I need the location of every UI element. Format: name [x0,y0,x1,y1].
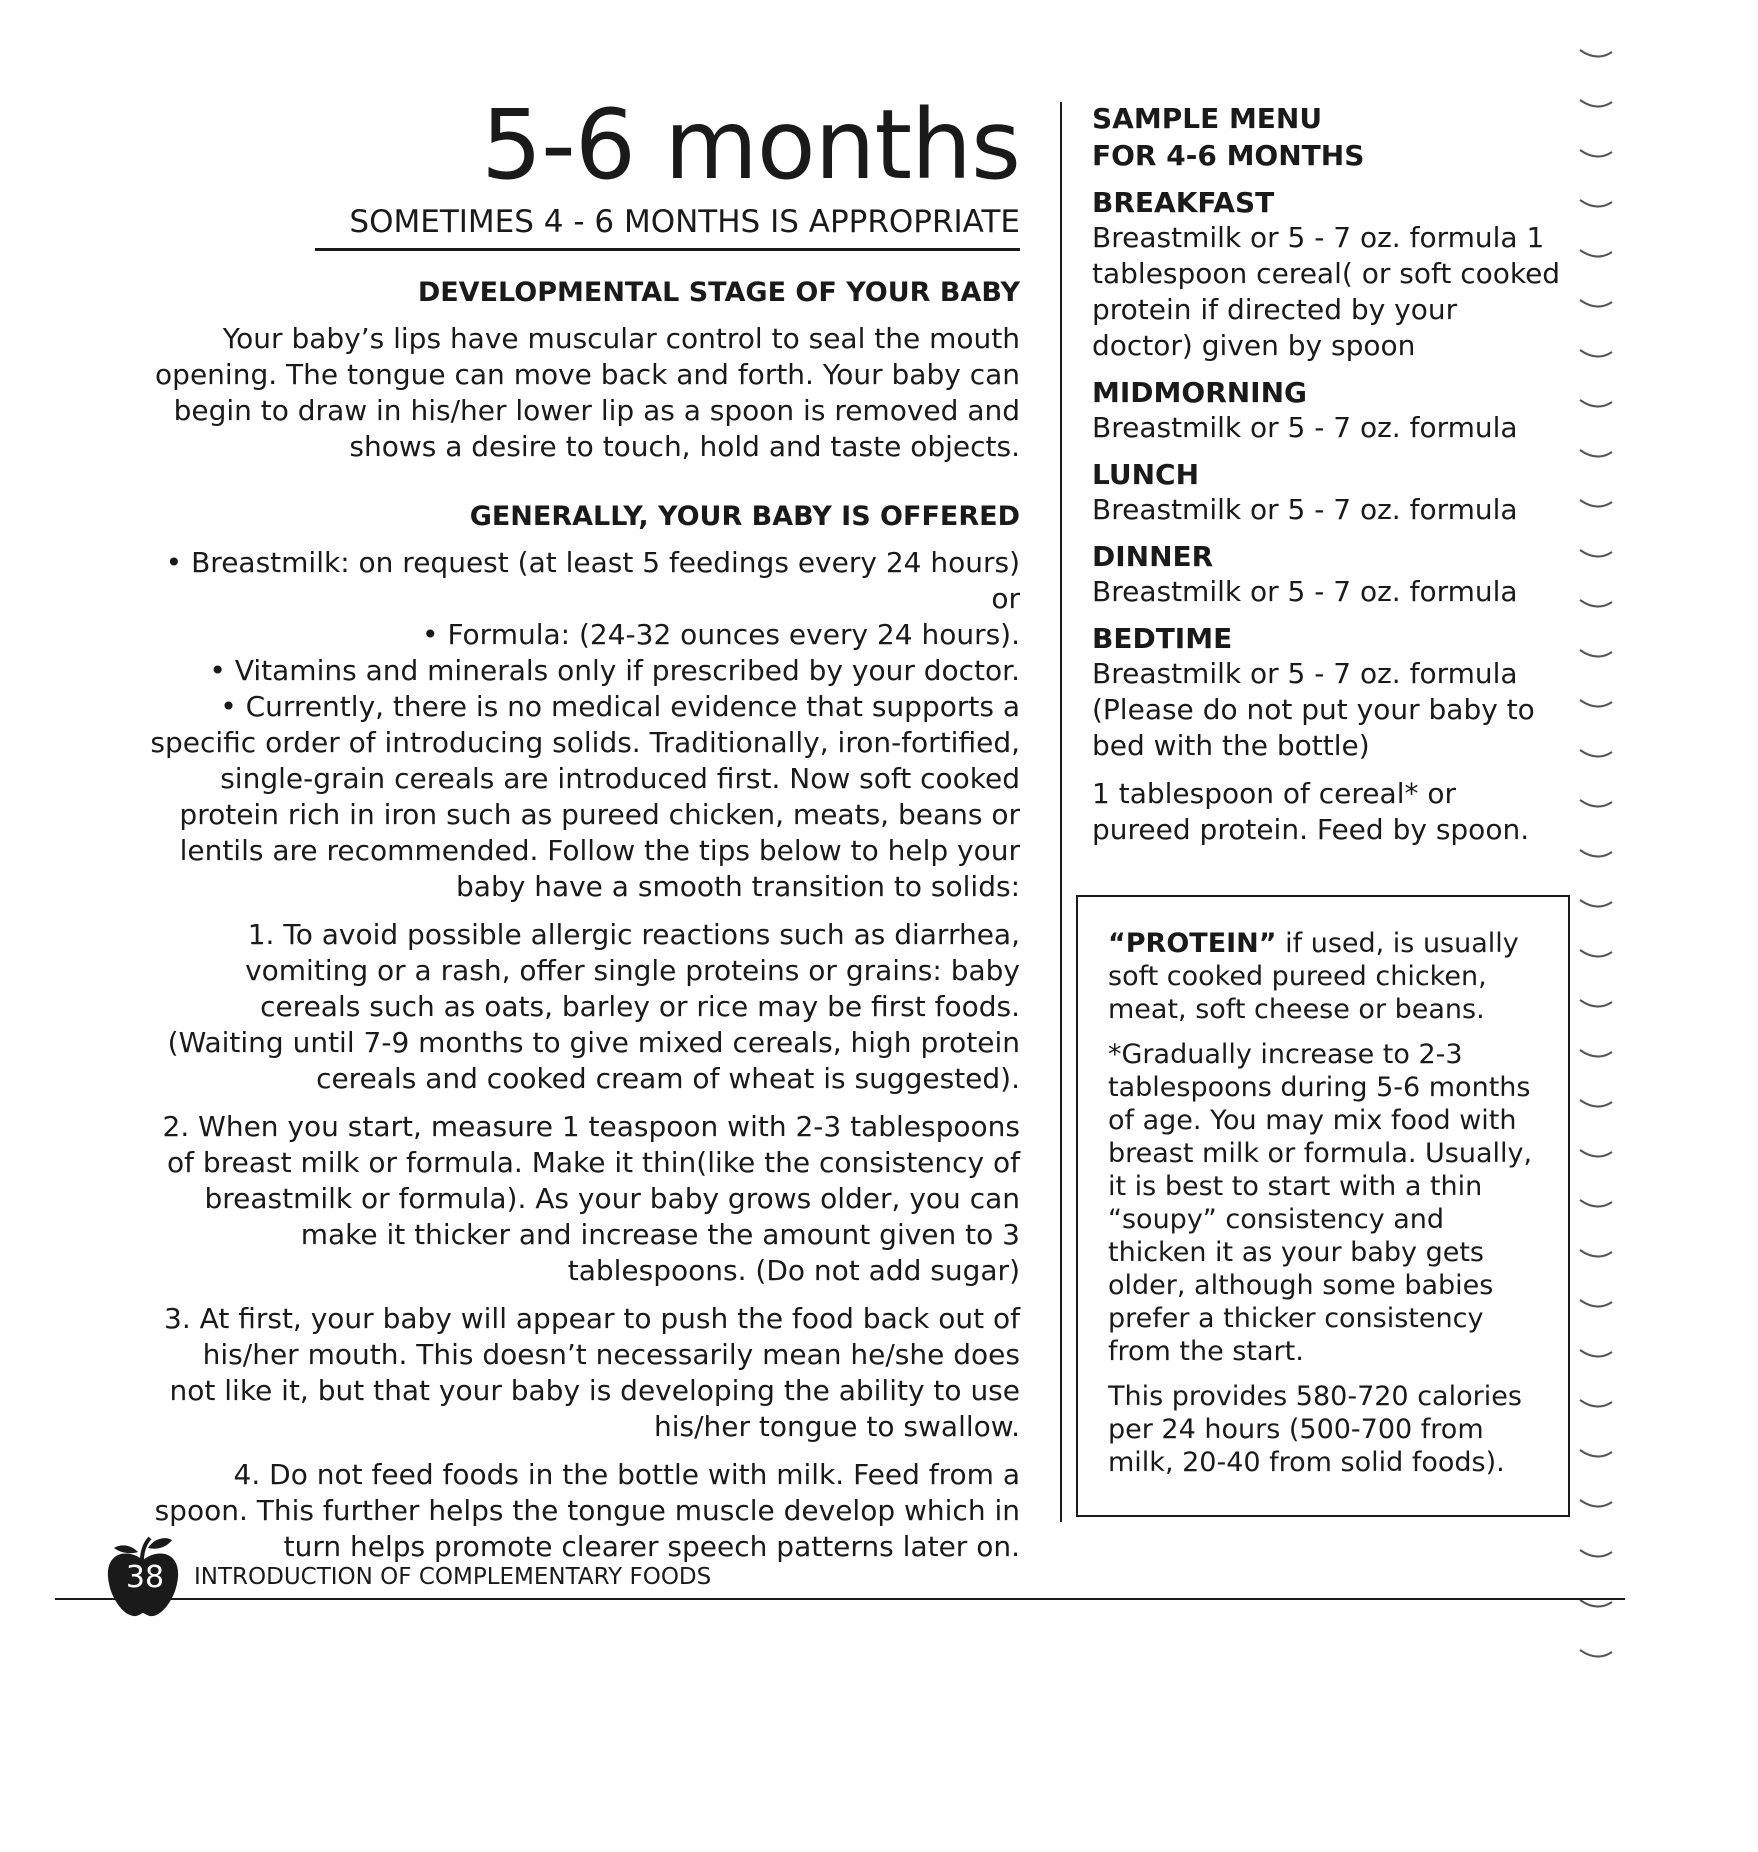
meal-label-dinner: DINNER [1092,540,1214,573]
bullet-formula: • Formula: (24-32 ounces every 24 hours). [422,618,1020,651]
menu-title-line1: SAMPLE MENU [1092,102,1323,135]
calories-note: This provides 580-720 calories per 24 hours (500-700 from milk, 20-40 from solid foods). [1108,1381,1522,1478]
protein-note [1108,927,1550,1026]
page-title: 5-6 months [481,89,1020,201]
meal-text-breakfast: Breastmilk or 5 - 7 oz. formula 1 tablespoon cereal( or soft cooked protein if directed by your doctor) given by spoon [1092,221,1561,362]
bullet-solids: • Currently, there is no medical evidence that supports a specific order of introducing solids. Traditionally, iron-fortified, single-grain cereals are introduced first. Now soft cooked protein rich in iron such as pureed chicken, meats, beans or lentils are recommended. Follow the tips below to help your baby have a smooth transition to solids: [150,690,1020,903]
page-subtitle: SOMETIMES 4 - 6 MONTHS IS APPROPRIATE [315,200,1020,251]
tip-1: 1. To avoid possible allergic reactions such as diarrhea, vomiting or a rash, offer single proteins or grains: baby cereals such as oats, barley or rice may be first foods. (Waiting until 7-9 months to give mixed cereals, high protein cereals and cooked cream of wheat is suggested). [167,918,1020,1095]
tip-3: 3. At first, your baby will appear to push the food back out of his/her mouth. This doesn’t necessarily mean he/she does not like it, but that your baby is developing the ability to use his/her tongue to swallow. [164,1302,1020,1443]
meal-text-bedtime: Breastmilk or 5 - 7 oz. formula (Please do not put your baby to bed with the bottle) [1092,657,1535,762]
protein-term: “PROTEIN” [1108,928,1277,959]
meal-text-midmorning: Breastmilk or 5 - 7 oz. formula [1092,411,1518,444]
menu-title [1092,100,1562,174]
developmental-heading: DEVELOPMENTAL STAGE OF YOUR BABY [417,277,1020,308]
page-number: 38 [125,1560,165,1595]
footer-rule [55,1598,1625,1600]
bullet-vitamins: • Vitamins and minerals only if prescribed by your doctor. [209,654,1020,687]
protein-text: if used, is usually soft cooked pureed chicken, meat, soft cheese or beans. [1108,928,1519,1025]
meal-label-bedtime: BEDTIME [1092,622,1233,655]
developmental-text: Your baby’s lips have muscular control to seal the mouth opening. The tongue can move back and forth. Your baby can begin to draw in his/her lower lip as a spoon is removed and shows a desire to touch, hold and taste objects. [155,322,1020,463]
gradual-note: *Gradually increase to 2-3 tablespoons during 5-6 months of age. You may mix food with breast milk or formula. Usually, it is best to start with a thin “soupy” consistency and thicken it as your baby gets older, although some babies prefer a thicker consistency from the start. [1108,1039,1533,1367]
menu-extra: 1 tablespoon of cereal* or pureed protein. Feed by spoon. [1092,777,1530,846]
meal-text-dinner: Breastmilk or 5 - 7 oz. formula [1092,575,1518,608]
spiral-binding-icon [1572,40,1622,1660]
tip-4: 4. Do not feed foods in the bottle with milk. Feed from a spoon. This further helps the tongue muscle develop which in turn helps promote clearer speech patterns later on. [154,1458,1020,1563]
tip-2: 2. When you start, measure 1 teaspoon with 2-3 tablespoons of breast milk or formula. Make it thin(like the consistency of breastmilk or formula). As your baby grows older, you can make it thicker and increase the amount given to 3 tablespoons. (Do not add sugar) [162,1110,1020,1287]
offered-heading: GENERALLY, YOUR BABY IS OFFERED [469,501,1020,532]
bullet-breastmilk: • Breastmilk: on request (at least 5 feedings every 24 hours) or [165,546,1020,615]
footer-section-label: INTRODUCTION OF COMPLEMENTARY FOODS [194,1564,712,1590]
menu-title-line2: FOR 4-6 MONTHS [1092,139,1365,172]
meal-label-breakfast: BREAKFAST [1092,186,1275,219]
meal-label-lunch: LUNCH [1092,458,1199,491]
sample-menu [1092,100,1562,860]
meal-label-midmorning: MIDMORNING [1092,376,1308,409]
protein-note-box [1076,895,1570,1517]
main-column [150,90,1020,1577]
meal-text-lunch: Breastmilk or 5 - 7 oz. formula [1092,493,1518,526]
column-divider [1060,102,1062,1522]
